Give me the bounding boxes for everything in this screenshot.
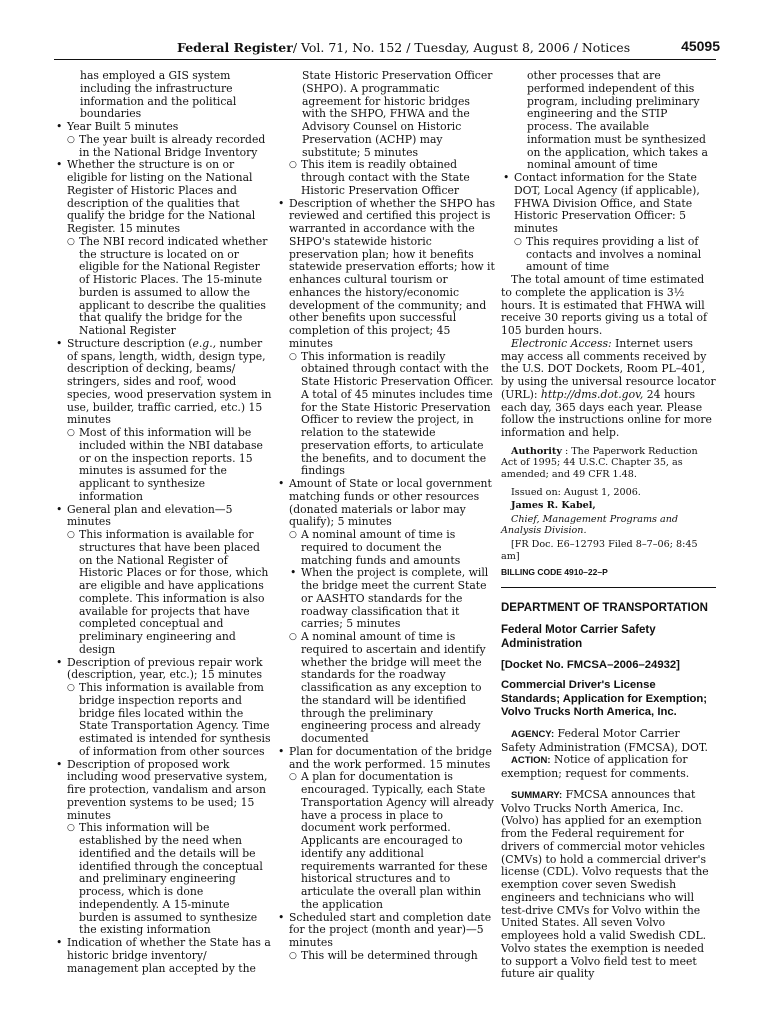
column-2: [276, 70, 496, 963]
bullet-item: • Description of whether the SHPO has reviewed and certified this project is warranted in accordance with the SHPO's statewide historic preservation plan; how it benefits statewide preservation efforts; how it enhances cultural tourism or enhances the history/economic development of the community; and other benefits upon successful completion of this project; 45 minutes: [276, 198, 496, 351]
electronic-access-label: Electronic Access:: [511, 336, 612, 350]
running-head: [177, 40, 630, 55]
electronic-access-text-end: 24 hours each day, 365 days each year. Please follow the instructions online for more information and help.: [501, 387, 712, 439]
section-divider: [501, 587, 716, 588]
action-paragraph: [501, 754, 716, 781]
action-text: Notice of application for exemption; request for comments.: [501, 753, 690, 781]
bullet-item: • Year Built 5 minutes: [54, 121, 272, 134]
sub-bullet-item: ○ This will be determined through: [288, 950, 496, 963]
bullet-item: • Indication of whether the State has a historic bridge inventory/ management plan accepted by the: [54, 937, 272, 975]
continued-subitem: other processes that are performed independent of this program, including preliminary engineering and the STIP process. The available information must be synthesized on the application, which takes a nominal amount of time: [527, 69, 708, 172]
header-rule: [54, 59, 716, 60]
bullet-item: • Contact information for the State DOT, Local Agency (if applicable), FHWA Division Office, and State Historic Preservation Officer: 5 minutes: [501, 172, 716, 236]
sub-bullet-item: ○ This information will be established by the need when identified and the details will be identified through the conceptual and preliminary engineering process, which is done independently. A 15-minute burden is assumed to synthesize the existing information: [66, 822, 272, 937]
bullet-item: • Plan for documentation of the bridge and the work performed. 15 minutes: [276, 746, 496, 772]
column-1: [54, 70, 272, 975]
signer-name: James R. Kabel,: [511, 500, 596, 512]
agency-paragraph: [501, 728, 716, 755]
bullet-item: • Whether the structure is on or eligible for listing on the National Register of Historic Places and description of the qualities that qualify the bridge for the National Register. 15 minutes: [54, 159, 272, 236]
page-header: [0, 38, 768, 58]
document-title: Commercial Driver's License Standards; Application for Exemption; Volvo Trucks North America, Inc.: [501, 679, 708, 719]
bullet-item: • When the project is complete, will the bridge meet the current State or AASHTO standards for the roadway classification that it carries; 5 minutes: [288, 567, 496, 631]
electronic-access-paragraph: [501, 338, 716, 440]
sub-bullet-item: ○ This item is readily obtained through contact with the State Historic Preservation Officer: [288, 159, 496, 197]
bullet-item: • Amount of State or local government matching funds or other resources (donated materials or labor may qualify); 5 minutes: [276, 478, 496, 529]
summary-text: FMCSA announces that Volvo Trucks North America, Inc. (Volvo) has applied for an exemption from the Federal requirement for drivers of commercial motor vehicles (CMVs) to hold a commercial driver's license (CDL). Volvo requests that the exemption cover seven Swedish engineers and technicians who will test-drive CMVs for Volvo within the United States. All seven Volvo employees hold a valid Swedish CDL. Volvo states the exemption is needed to support a Volvo field test to meet future air quality: [501, 787, 709, 981]
authority-paragraph: [501, 446, 716, 481]
billing-code: BILLING CODE 4910–22–P: [501, 567, 608, 578]
sub-bullet-item: ○ A nominal amount of time is required to document the matching funds and amounts: [288, 529, 496, 567]
sub-bullet-item: ○ The year built is already recorded in the National Bridge Inventory: [66, 134, 272, 160]
sub-bullet-item: ○ The NBI record indicated whether the structure is located on or eligible for the National Register of Historic Places. The 15-minute burden is assumed to allow the applicant to describe the qualities that qualify the bridge for the National Register: [66, 236, 272, 338]
continued-subitem: State Historic Preservation Officer (SHPO). A programmatic agreement for historic bridges with the SHPO, FHWA and the Advisory Counsel on Historic Preservation (ACHP) may substitute; 5 minutes: [302, 69, 493, 159]
authority-text: : The Paperwork Reduction Act of 1995; 44 U.S.C. Chapter 35, as amended; and 49 CFR 1.48.: [501, 445, 698, 480]
bullet-item: • Description of proposed work including wood preservative system, fire protection, vandalism and arson prevention systems to be used; 15 minutes: [54, 759, 272, 823]
bullet-item: • Description of previous repair work (description, year, etc.); 15 minutes: [54, 657, 272, 683]
publication-name: Federal Register: [177, 40, 293, 55]
issue-details: / Vol. 71, No. 152 / Tuesday, August 8, 2006 / Notices: [292, 40, 631, 55]
sub-bullet-item: ○ This information is available from bridge inspection reports and bridge files located within the State Transportation Agency. Time estimated is intended for synthesis of information from other sources: [66, 682, 272, 759]
summary-paragraph: [501, 789, 716, 981]
sub-bullet-item: ○ Most of this information will be included within the NBI database or on the inspection reports. 15 minutes is assumed for the applicant to synthesize information: [66, 427, 272, 504]
agency-text: Federal Motor Carrier Safety Administration (FMCSA), DOT.: [501, 726, 708, 754]
page-number: 45095: [681, 38, 720, 54]
sub-bullet-item: ○ This information is readily obtained through contact with the State Historic Preservation Officer. A total of 45 minutes includes time for the State Historic Preservation Officer to review the project, in relation to the statewide preservation efforts, to articulate the benefits, and to document the findings: [288, 351, 496, 479]
electronic-access-text: Internet users may access all comments received by the U.S. DOT Dockets, Room PL–401, by using the universal resource locator (URL):: [501, 336, 716, 401]
item-text: number of spans, length, width, design type, description of decking, beams/ stringers, sides and roof, wood species, wood preservation system in use, builder, traffic carried, etc.) 15 minutes: [67, 336, 272, 427]
sub-bullet-item: ○ This information is available for structures that have been placed on the National Register of Historic Places or for those, which are eligible and have applications complete. This information is also available for projects that have completed conceptual and preliminary engineering and design: [66, 529, 272, 657]
bullet-item: [54, 338, 272, 427]
docket-url-link[interactable]: http://dms.dot.gov,: [540, 387, 644, 401]
bullet-item: • General plan and elevation—5 minutes: [54, 504, 272, 530]
item-text-emphasis: e.g.,: [192, 336, 217, 350]
continued-subitem: has employed a GIS system including the infrastructure information and the political boundaries: [80, 69, 237, 121]
authority-label: Authority: [511, 445, 562, 457]
fr-doc-citation: [FR Doc. E6–12793 Filed 8–7–06; 8:45 am]: [501, 538, 698, 562]
action-label: ACTION:: [511, 755, 551, 767]
sub-bullet-item: ○ A nominal amount of time is required to ascertain and identify whether the bridge will meet the standards for the roadway classification as any exception to the standard will be identified through the preliminary engineering process and already documented: [288, 631, 496, 746]
sub-bullet-item: ○ A plan for documentation is encouraged. Typically, each State Transportation Agency will already have a process in place to document work performed. Applicants are encouraged to identify any additional requirements warranted for these historical structures and to articulate the overall plan within the application: [288, 771, 496, 911]
issued-date: Issued on: August 1, 2006.: [511, 486, 641, 498]
subagency-heading: Federal Motor Carrier Safety Administration: [501, 623, 656, 650]
column-3: [501, 70, 716, 981]
summary-label: SUMMARY:: [511, 789, 563, 801]
department-heading: DEPARTMENT OF TRANSPORTATION: [501, 601, 708, 614]
docket-number: [Docket No. FMCSA–2006–24932]: [501, 658, 680, 671]
bullet-item: • Scheduled start and completion date for the project (month and year)—5 minutes: [276, 912, 496, 950]
total-time-paragraph: The total amount of time estimated to complete the application is 3½ hours. It is estimated that FHWA will receive 30 reports giving us a total of 105 burden hours.: [501, 273, 707, 337]
sub-bullet-item: ○ This requires providing a list of contacts and involves a nominal amount of time: [513, 236, 716, 274]
agency-label: AGENCY:: [511, 728, 555, 740]
signer-title: Chief, Management Programs and Analysis Division.: [501, 513, 679, 537]
item-text: Structure description (: [67, 336, 193, 350]
